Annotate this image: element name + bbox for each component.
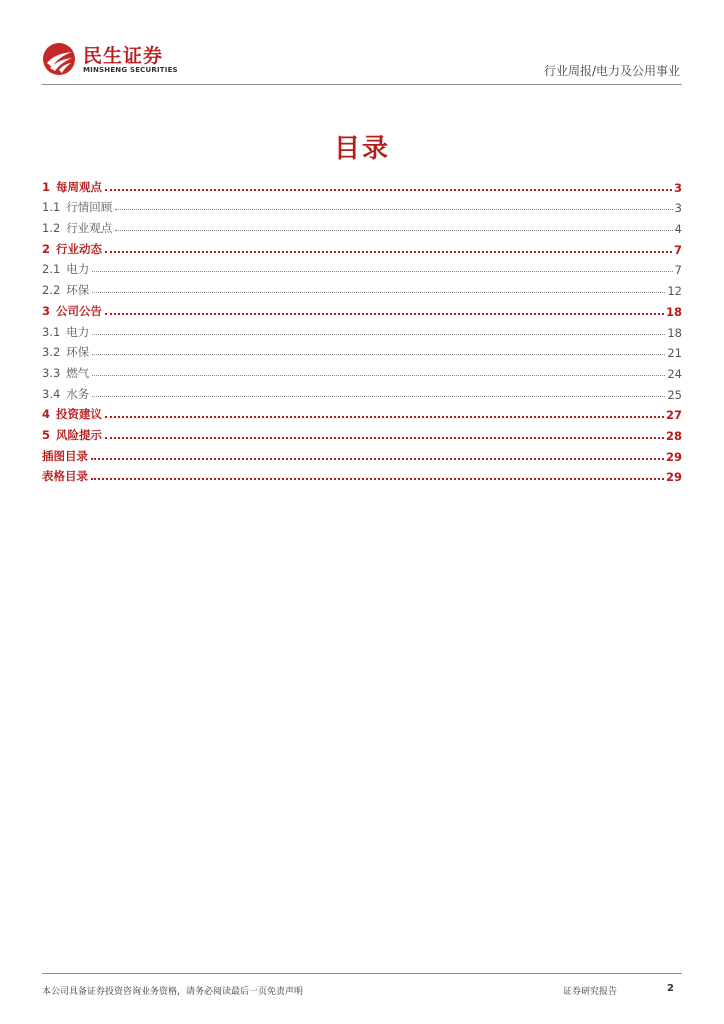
toc-entry-label xyxy=(42,241,103,257)
toc-entry-page: 3 xyxy=(673,180,682,195)
toc-entry-title: 投资建议 xyxy=(56,407,103,422)
toc-entry-number: 3.3 xyxy=(42,365,61,380)
toc-entry[interactable] xyxy=(42,381,682,402)
minsheng-logo-icon xyxy=(42,42,76,76)
toc-entry-number: 3 xyxy=(42,303,51,318)
toc-entry-page: 29 xyxy=(665,470,682,485)
logo-english-name: MINSHENG SECURITIES xyxy=(83,66,178,74)
toc-entry-label xyxy=(42,261,90,277)
toc-dot-leader xyxy=(105,415,664,418)
toc-entry[interactable] xyxy=(42,174,682,195)
header-divider xyxy=(42,84,682,85)
toc-entry-title: 行业观点 xyxy=(66,221,113,236)
toc-dot-leader xyxy=(105,188,672,191)
toc-entry-label xyxy=(42,468,89,484)
toc-entry-page: 28 xyxy=(665,428,682,443)
toc-entry-page: 12 xyxy=(667,284,682,299)
toc-entry-page: 7 xyxy=(673,242,682,257)
toc-entry-number: 1 xyxy=(42,179,51,194)
toc-entry-label xyxy=(42,179,103,195)
toc-entry-title: 插图目录 xyxy=(42,448,88,463)
toc-entry-page: 29 xyxy=(665,449,682,464)
toc-dot-leader xyxy=(92,395,665,397)
toc-entry-number: 1.2 xyxy=(42,221,61,236)
toc-entry-title: 行业动态 xyxy=(56,241,103,256)
minsheng-logo xyxy=(42,40,212,80)
toc-entry[interactable] xyxy=(42,236,682,257)
toc-dot-leader xyxy=(92,333,665,335)
toc-entry-title: 水务 xyxy=(66,386,90,401)
toc-entry-title: 环保 xyxy=(66,283,90,298)
toc-entry-number: 3.4 xyxy=(42,386,61,401)
toc-entry[interactable] xyxy=(42,422,682,443)
toc-entry-label xyxy=(42,427,103,443)
toc-entry-title: 行情回顾 xyxy=(66,200,113,215)
footer-disclaimer: 本公司具备证券投资咨询业务资格，请务必阅读最后一页免责声明 xyxy=(42,987,304,997)
toc-entry-number: 2.2 xyxy=(42,283,61,298)
toc-entry[interactable] xyxy=(42,195,682,216)
toc-entry-label xyxy=(42,365,90,381)
toc-entry-title: 表格目录 xyxy=(42,469,88,484)
toc-entry[interactable] xyxy=(42,360,682,381)
toc-entry-page: 18 xyxy=(667,325,682,340)
toc-dot-leader xyxy=(91,477,664,480)
logo-chinese-name: 民生证券 xyxy=(83,45,164,67)
toc-entry[interactable] xyxy=(42,257,682,278)
toc-entry-page: 24 xyxy=(667,366,682,381)
toc-entry[interactable] xyxy=(42,319,682,340)
toc-title: 目录 xyxy=(333,134,390,164)
toc-entry-title: 燃气 xyxy=(66,365,90,380)
table-of-contents xyxy=(42,174,682,484)
toc-dot-leader xyxy=(105,312,664,315)
toc-entry[interactable] xyxy=(42,464,682,485)
toc-entry-page: 7 xyxy=(674,263,682,278)
toc-entry-title: 环保 xyxy=(66,345,90,360)
toc-dot-leader xyxy=(92,374,665,376)
toc-entry-label xyxy=(42,324,90,340)
toc-entry-page: 25 xyxy=(667,387,682,402)
toc-entry[interactable] xyxy=(42,215,682,236)
toc-entry-label xyxy=(42,282,90,298)
footer-divider xyxy=(42,973,682,974)
toc-dot-leader xyxy=(115,229,672,231)
report-type: 行业周报/电力及公用事业 xyxy=(543,64,680,78)
toc-entry-number: 3.2 xyxy=(42,345,61,360)
toc-entry-title: 公司公告 xyxy=(56,303,103,318)
toc-entry-number: 4 xyxy=(42,407,51,422)
toc-entry-label xyxy=(42,220,113,236)
toc-entry-number: 3.1 xyxy=(42,324,61,339)
toc-dot-leader xyxy=(92,291,665,293)
toc-entry-page: 27 xyxy=(665,408,682,423)
toc-entry-title: 电力 xyxy=(66,324,90,339)
toc-dot-leader xyxy=(115,208,672,210)
toc-dot-leader xyxy=(105,250,672,253)
toc-dot-leader xyxy=(92,270,672,272)
toc-entry[interactable] xyxy=(42,402,682,423)
toc-dot-leader xyxy=(92,353,665,355)
page-number: 2 xyxy=(667,983,674,994)
toc-entry-number: 5 xyxy=(42,427,51,442)
toc-entry[interactable] xyxy=(42,443,682,464)
toc-dot-leader xyxy=(105,436,664,439)
toc-entry-number: 2 xyxy=(42,241,51,256)
toc-entry-page: 21 xyxy=(667,346,682,361)
toc-entry-title: 每周观点 xyxy=(56,179,103,194)
toc-entry-label xyxy=(42,386,90,402)
footer-doc-type: 证券研究报告 xyxy=(563,987,618,997)
toc-entry-title: 风险提示 xyxy=(56,427,103,442)
toc-entry-label xyxy=(42,344,90,360)
toc-entry-label xyxy=(42,406,103,422)
toc-entry-label xyxy=(42,448,89,464)
toc-entry[interactable] xyxy=(42,298,682,319)
toc-entry-title: 电力 xyxy=(66,262,90,277)
toc-entry-page: 4 xyxy=(674,222,682,237)
toc-entry-label xyxy=(42,199,113,215)
toc-entry[interactable] xyxy=(42,340,682,361)
toc-entry[interactable] xyxy=(42,277,682,298)
toc-dot-leader xyxy=(91,457,664,460)
toc-entry-page: 3 xyxy=(674,201,682,216)
toc-entry-number: 2.1 xyxy=(42,262,61,277)
toc-entry-number: 1.1 xyxy=(42,200,61,215)
toc-entry-page: 18 xyxy=(665,304,682,319)
toc-entry-label xyxy=(42,303,103,319)
page-header xyxy=(42,40,682,86)
